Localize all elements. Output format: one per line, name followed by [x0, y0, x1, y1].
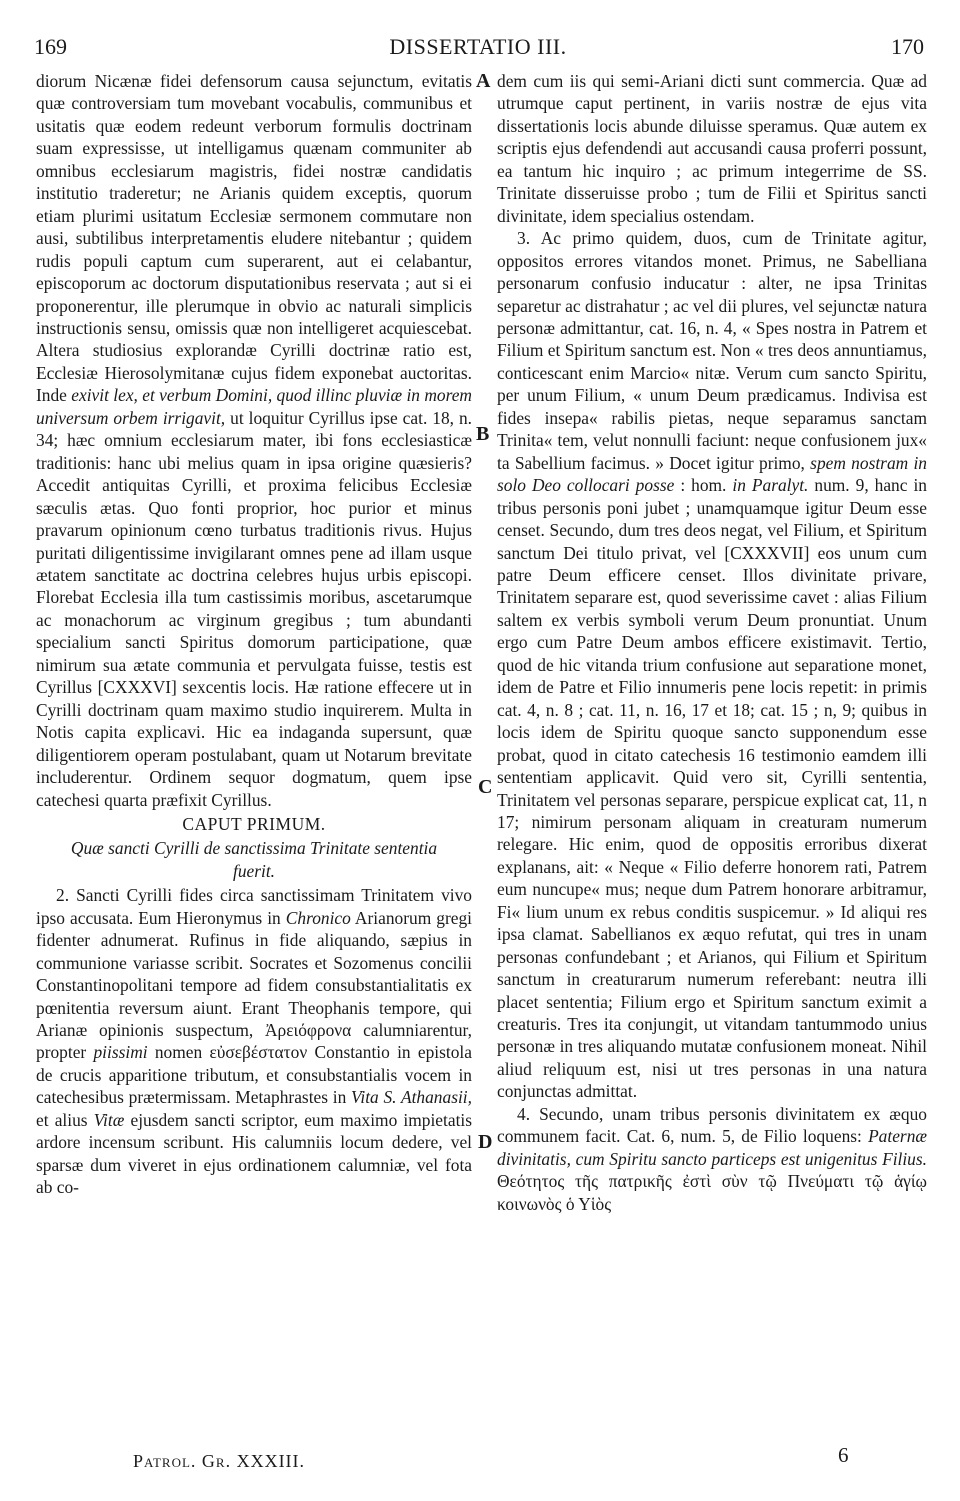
right-paragraph-2	[497, 227, 927, 1103]
left-p2-greek-1: Ἀρειόφρονα	[264, 1020, 352, 1041]
left-p2-greek-2: εὐσεβέστατον	[209, 1042, 308, 1063]
left-p2-text-b: Arianorum gregi fidenter adnumerat. Rufinus in fide aliquando, sæpius in communione variasse scribit. Socrates et Sozomenus concilii Constantinopolitani tempore ad fidem consubstantialitatis ex pœnitentia reversum aiunt. Erant Theophanis tempore, qui Arianæ opinionis suspectum,	[36, 907, 472, 1041]
left-column	[36, 70, 472, 1199]
right-column	[497, 70, 927, 1215]
margin-marker-c: C	[478, 776, 493, 798]
left-page-number: 169	[34, 34, 67, 59]
left-p2-text-g: ejusdem sancti scriptor, eum maximo impietatis ardore incensum scribunt. His calumniis locum dedere, vel sparsæ dum viveret in ejus ordinationem calumniæ, vel fota ab co-	[36, 1109, 472, 1198]
left-paragraph-2	[36, 884, 472, 1198]
left-p2-italic-chronico: Chronico	[285, 907, 351, 928]
left-p2-text-a: 2. Sancti Cyrilli fides circa sanctissimam Trinitatem vivo ipso accusata. Eum Hieronymus in	[36, 885, 472, 928]
right-p2-text-a: 3. Ac primo quidem, duos, cum de Trinitate agitur, oppositos errores vitandos monet. Primus, ne Sabelliana personarum confusio inducatur : alter, ne ipsa Trinitas separetur ac distrahatur ; ac vel dii plures, vel sejunctæ natura personæ admittantur, cat. 16, n. 4, « Spes nostra in Patrem et Filium et Spiritum sanctum est. Non « tres deos annuntiamus, conticescant enim Marcio« nitæ. Verum cum sancto Spiritu, per unum Filium, « unum Deum prædicamus. Indivisa est fides insepa« rabilis pietas, neque separamus sanctam Trinita« tem, velut nonnulli faciunt: neque confusionem jux« ta Sabellium facimus. » Docet igitur primo,	[497, 228, 927, 473]
chapter-heading: CAPUT PRIMUM.	[182, 813, 326, 834]
right-paragraph-3	[497, 1103, 927, 1215]
right-p3-italic-quote: Paternæ divinitatis, cum Spiritu sancto particeps est unigenitus Filius.	[497, 1126, 927, 1169]
left-p1-quote: exivit lex, et verbum Domini, quod illinc pluviæ in morem universum orbem irrigavit,	[36, 385, 472, 428]
right-paragraph-1: dem cum iis qui semi-Ariani dicti sunt commercia. Quæ ad utrumque caput pertinent, in variis nostræ de ejus vita dissertationis locis abunde diluisse speramus. Quæ autem ex scriptis ejus defendendi aut accusandi causa proferri possunt, ea tantum hic inquiro ; ac primum integerrime de SS. Trinitate disseruisse probo ; tum de Filii et Spiritus sancti divinitate, idem specialius ostendam.	[497, 71, 927, 226]
left-p2-text-f: et alius	[36, 1109, 88, 1130]
right-p3-text-a: 4. Secundo, unam tribus personis divinitatem ex æquo communem facit. Cat. 6, num. 5, de Filio loquens:	[497, 1103, 927, 1147]
margin-marker-b: B	[476, 423, 490, 445]
footer-volume-signature: Patrol. Gr. XXXIII.	[133, 1451, 306, 1471]
left-p2-text-e: Constantio in epistola de crucis apparitione tributum, et consubstantialis vocem in catechesibus prætermissam. Metaphrastes in	[36, 1042, 472, 1108]
right-p2-text-c: num. 9, hanc in tribus personis poni jubet ; unamquamque igitur Deum esse censet. Secundo, dum tres deos negat, vel Filium, et Spiritum sanctum Dei titulo privat, vel [CXXXVII] eos unum cum patre Deum efficere censet. Illos divinitate privare, Trinitatem separare est, quod severissime cavet : alias Filium saltem ex verbis symboli verum Deum pronuntiat. Unum ergo cum Patre Deum ambos efficere existimavit. Tertio, quod de hic vitanda trium confusione aut separatione monet, idem de Patre et Filio innumeris pene locis repetit: in primis cat. 4, n. 8 ; cat. 11, n. 16, 17 et 18; cat. 15 ; n, 9; quibus in locis idem de Spiritu quoque sancto supponendum esse probat, quod in citato catechesis 16 testimonio eamdem illi sententiam applicavit. Quid vero sit, Cyrilli sententia, Trinitatem vel personas separare, perspicue explicat cat, 11, n 17; nimirum personam aliquam in creaturam numerum relegare. Hic enim, quod de oppositis erroribus dixerat explanans, ait: « Neque « Filio deferre honorem rati, Patrem eum nuncupe« mus; neque dum Patrem honorare arbitramur, Fi« lium unum ex rebus conditis suspicemur. » Id aliqui res ipsa clamat. Sabellianos ex æquo refutat, qui tres in unam personas confundebant ; et Arianos, qui Filium et Spiritum sanctum in creaturarum numerum referebant: neutra illi placet sententia; Filium ergo et Spiritum sanctum eximit a creaturis. Tres ita conjungit, ut vitandam tantummodo unius personæ in tres aliquando mutatæ confusionem moneat. Nihil aliud reliquum est, nisi ut tres personas in una natura conjunctas admittat.	[497, 475, 927, 1102]
left-p2-text-d: nomen	[154, 1042, 203, 1063]
left-p2-text-c: calumniarentur, propter	[36, 1020, 472, 1063]
left-p2-italic-vita: Vita S. Athanasii,	[351, 1087, 472, 1108]
margin-marker-a: A	[476, 70, 491, 92]
right-p3-greek: Θεότητος τῆς πατρικῆς ἐστὶ σὺν τῷ Πνεύματι τῷ ἁγίῳ κοινωνὸς ὁ Υἱὸς	[497, 1171, 927, 1214]
right-p2-italic-spem: spem nostram in solo Deo collocari posse	[497, 452, 927, 496]
footer-gathering-number: 6	[838, 1443, 849, 1467]
left-p1-text: diorum Nicænæ fidei defensorum causa sejunctum, evitatis quæ controversiam tum movebant vocabulis, communibus et usitatis quæ eodem redeunt verborum formulis doctrinam suam expressisse, ut intelligamus quænam communiter ab omnibus ecclesiarum magistris, fidei nostræ candidatis institutio traderetur; ne Arianis quidem exceptis, quorum etiam plurimi usitatum Ecclesiæ sermonem commutare non ausi, subtilibus interpretamentis eludere nitebantur ; quidem rudis populi captum cum superarent, aut ei celabantur, episcoporum ac doctorum disputationibus reservata ; aut si ei proponerentur, ille plerumque in obvio ac naturali simplicis instructionis sensu, omissis quæ non intelligeret acquiescebat. Altera studiosius explorandæ Cyrilli doctrinæ ratio est, Ecclesiæ Hierosolymitanæ cujus fidem exponebat auctoritas. Inde	[36, 71, 472, 406]
margin-marker-d: D	[478, 1131, 493, 1153]
right-p2-text-b: : hom.	[680, 475, 727, 496]
left-paragraph-1	[36, 70, 472, 811]
right-page-number: 170	[891, 34, 924, 59]
left-p1-tail: ut loquitur Cyrillus ipse cat. 18, n. 34; hæc omnium ecclesiarum mater, ibi fons ecclesiasticæ traditionis: hanc ubi melius quam in ipsa origine quæsieris? Accedit antiquitas Cyrilli, et proxima felicibus Ecclesiæ sæculis ætas. Quo fonti proprior, hoc purior et minus pravarum opinionum cœno turbatus traditionis rivus. Hujus puritati diligentissime invigilarant omnes pene ad illam usque ætatem sanctitate ac doctrina celebres hujus urbis episcopi. Florebat Ecclesia illa tum castissimis moribus, ascetarumque ac monachorum ac virginum gregibus ; tum abundanti specialium sancti Spiritus domorum participatione, quæ nimirum sua ætate communia et pervulgata fuisse, testis est Cyrillus [CXXXVI] sexcentis locis. Hæ ratione effecere ut in Cyrilli doctrinam quam maximo studio inquirerem. Multa in Notis capita explicavi. Hic ea indaganda supersunt, quæ diligentiorem operam postulabant, quam ut Notarum brevitate includerentur. Ordinem sequor dogmatum, quem ipse catechesi quarta præfixit Cyrillus.	[36, 407, 473, 810]
chapter-subtitle: Quæ sancti Cyrilli de sanctissima Trinitate sententia fuerit.	[70, 838, 438, 881]
right-p2-italic-paralyt: in Paralyt.	[732, 475, 809, 496]
page-header	[32, 34, 924, 64]
running-title: DISSERTATIO III.	[389, 34, 567, 59]
left-p2-italic-vitae: Vitæ	[93, 1109, 125, 1130]
left-p2-italic-piissimi: piissimi	[93, 1042, 148, 1063]
